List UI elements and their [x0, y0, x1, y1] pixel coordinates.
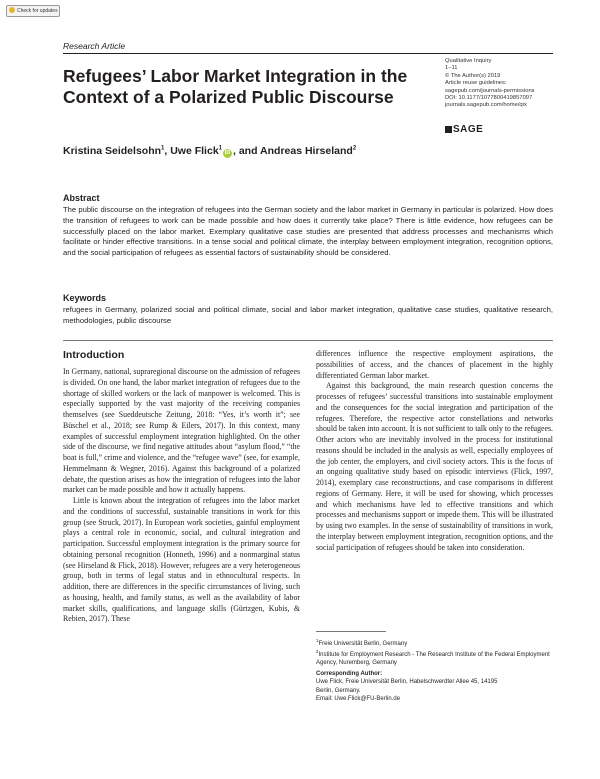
sage-mark-icon	[445, 126, 452, 133]
corresponding-email[interactable]: Email: Uwe.Flick@FU-Berlin.de	[316, 695, 401, 702]
check-for-updates-badge[interactable]	[6, 5, 60, 17]
corresponding-address: Uwe Flick, Freie Universität Berlin, Habelschwerdter Allee 45, 14195	[316, 679, 498, 686]
introduction-heading: Introduction	[63, 349, 125, 361]
orcid-icon[interactable]: iD	[224, 150, 231, 156]
permissions-link[interactable]: sagepub.com/journals-permissions	[445, 87, 535, 94]
page-range: 1–11	[445, 65, 458, 72]
affiliations	[316, 637, 556, 667]
abstract-text: The public discourse on the integration of refugees into the German society and the labor market in Germany in particular is polarized. How does the transition of refugees to work can be made possible and how does it currently take place? There is little evidence, how refugees can be successfully placed on the labor market. Exemplary qualitative case studies are presented that address processes and mechanisms which facilitate or hinder effective transitions. In a tense social and political climate, the interplay between employment integration, recognition options, and the social participation of refugees as essential factors of sustainability should be considered.	[63, 205, 553, 258]
author-list: Kristina Seidelsohn$^1$, Uwe Flick$^1$iD , and Andreas Hirseland$^2$	[63, 145, 357, 157]
footnote-rule	[316, 631, 386, 632]
corresponding-author	[316, 670, 556, 703]
affiliation: $^1$Freie Universität Berlin, Germany	[316, 638, 408, 647]
journal-home-link[interactable]: journals.sagepub.com/home/qix	[445, 102, 527, 109]
body-column-right	[316, 349, 553, 553]
author-name: Uwe Flick	[170, 145, 219, 157]
reuse-label: Article reuse guidelines:	[445, 80, 507, 87]
header-rule	[63, 53, 553, 54]
copyright: © The Author(s) 2019	[445, 72, 501, 79]
journal-info	[445, 58, 575, 110]
keywords-heading: Keywords	[63, 293, 107, 303]
corresponding-address: Berlin, Germany.	[316, 687, 361, 694]
affiliation: $^2$Institute for Employment Research - The Research Institute of the Federal Employment Agency, Nuremberg, Germany	[316, 649, 550, 666]
author-name: Andreas Hirseland	[260, 145, 353, 157]
author-name: Kristina Seidelsohn	[63, 145, 162, 157]
abstract-heading: Abstract	[63, 193, 100, 203]
article-title: Refugees’ Labor Market Integration in the Context of a Polarized Public Discourse	[63, 66, 408, 107]
update-icon	[9, 7, 15, 13]
corresponding-heading: Corresponding Author:	[316, 671, 383, 677]
paragraph: In Germany, national, supraregional discourse on the admission of refugees is divided. On one hand, the labor market integration of refugees due to the shortage of skilled workers or the lack of manpower is welcomed. This is especially supported by the vast majority of the receiving companies themselves (see Sueddeutsche Zeitung, 2018: “Yes, it’s worth it”; see Büschel et al., 2018; see Rump & Eilers, 2017). In this context, many examples of successful employment integration highlighted. On the other side of the discourse, we find negative attitudes about “asylum flood,” “the boat is full,” crime and violence, and the “refugee wave” (see, for example, Hemmelmann & Wegner, 2016). Against this background of a polarized debate, the question arises as how the integration of refugees into the labor market can be made possible and how it actually happens.	[63, 367, 300, 495]
publisher-logo: SAGE	[445, 124, 483, 135]
article-type: Research Article	[63, 41, 126, 51]
paragraph: Against this background, the main research question concerns the processes of refugees’ successful transitions into sustainable employment and the consequences for the social integration and participation of the refugees. Therefore, the respective actor constellations and networks should be taken into account. It is not sufficient to talk only to the refugees. Other actors who are inevitably involved in the process for institutional reasons should be included in the analysis as well, especially employees of the job center, the employers, and civil society actors. This is the focus of an ongoing qualitative study based on episodic interviews (Flick, 1997, 2014), exemplary case reconstructions, and case comparisons in different regions of Germany. Here, it will be used for showing, which processes and which mechanisms have led to effective transitions and which processes and mechanisms support or impede them. This will be illustrated by using two examples. In the sense of sustainability of transitions in work, the interplay between employment integration, recognition options, and the social participation of refugees should be taken into consideration.	[316, 381, 553, 552]
paragraph: Little is known about the integration of refugees into the labor market and the conditions of successful, sustainable transitions in work for this group (see Struck, 2017). In European work societies, gainful employment plays a central role in economic, social, and cultural integration and participation. Successful employment integration is the primary source for obtaining personal recognition (Honneth, 1996) and a nonmarginal status (see Hirseland & Flick, 2018). However, refugees are a very heterogeneous group, both in terms of legal status and in ethnocultural respects. In addition, there are differences in the specific circumstances of living, such as housing, health, and family status, as well as the availability of labor market skills, qualifications, and language skills (Gürtzgen, Kubis, & Rebien, 2017). These	[63, 496, 300, 624]
keywords-text: refugees in Germany, polarized social and political climate, social and labor market integration, qualitative case studies, qualitative research, methodologies, public discourse	[63, 305, 553, 325]
journal-name: Qualitative Inquiry	[445, 58, 492, 64]
doi[interactable]: DOI: 10.1177/1077800419857097	[445, 95, 533, 102]
body-column-left	[63, 367, 300, 625]
paragraph: differences influence the respective employment aspirations, the possibilities of access, and the chances of placement in the highly differentiated German labor market.	[316, 349, 553, 380]
section-rule	[63, 340, 553, 341]
badge-label: Check for updates	[17, 8, 58, 14]
